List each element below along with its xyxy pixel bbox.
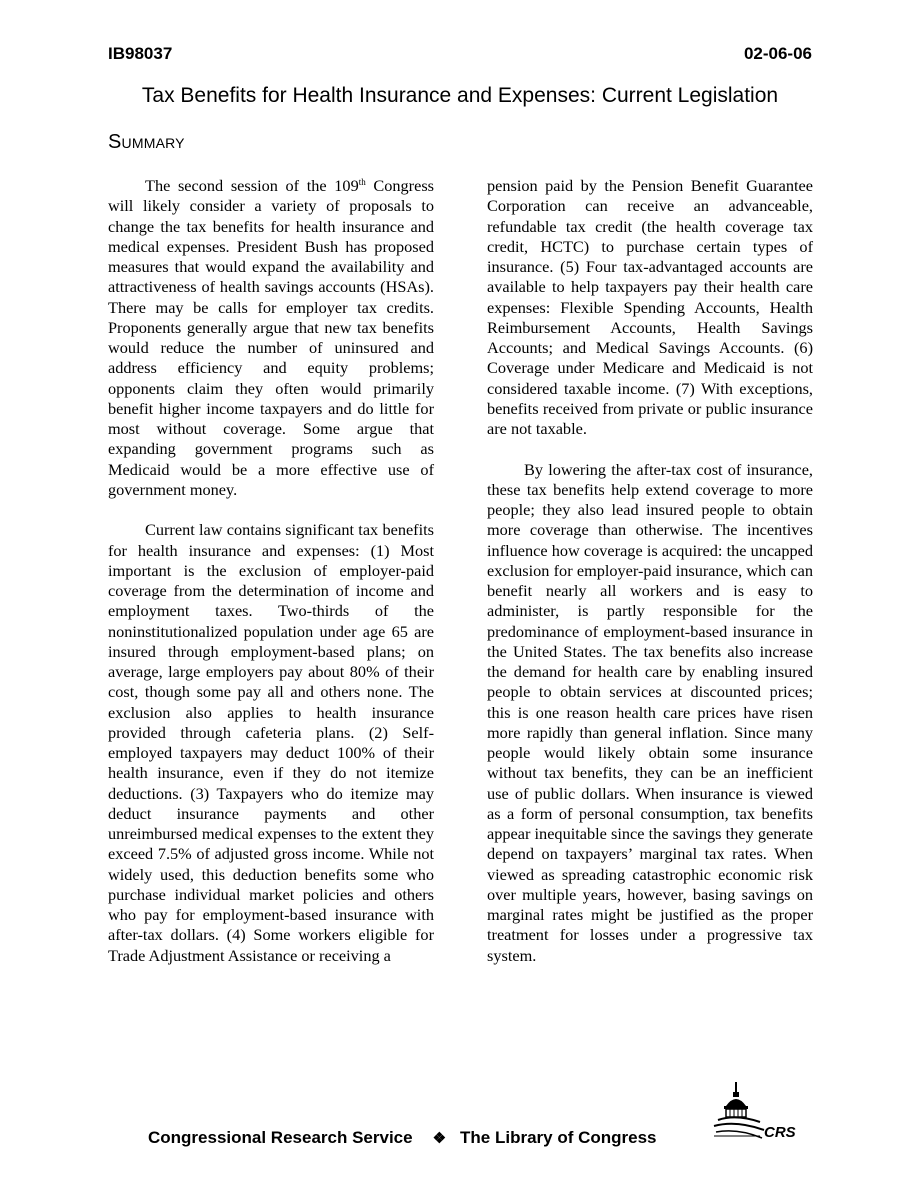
footer-org: Congressional Research Service xyxy=(148,1128,413,1147)
page-title: Tax Benefits for Health Insurance and Expenses: Current Legislation xyxy=(141,84,779,107)
footer-separator: ❖ xyxy=(432,1130,447,1147)
right-column xyxy=(487,176,813,986)
document-date: 02-06-06 xyxy=(743,44,812,63)
left-column xyxy=(108,176,434,986)
crs-logo-text: CRS xyxy=(764,1124,796,1141)
section-heading: Summary xyxy=(108,131,185,153)
intro-text-rest: Congress will likely consider a variety of proposals to change the tax benefits for health insurance and medical expenses. President Bush has proposed measures that would expand the availability and attractiveness of health savings accounts (HSAs). There may be calls for employer tax credits. Proponents generally argue that new tax benefits would reduce the number of uninsured and address efficiency and equity problems; opponents claim they often would primarily benefit higher income taxpayers and do little for most without coverage. Some argue that expanding government programs such as Medicaid would be a more effective use of government money. xyxy=(108,176,434,499)
footer-library: The Library of Congress xyxy=(460,1128,657,1147)
paragraph-effects: By lowering the after-tax cost of insurance, these tax benefits help extend coverage to more people; they also lead insured people to obtain more coverage than otherwise. The incentives influence how coverage is acquired: the uncapped exclusion for employer-paid insurance, which can benefit nearly all workers and is easy to administer, is partly responsible for the predominance of employment-based insurance in the United States. The tax benefits also increase the demand for health care by enabling insured people to obtain services at discounted prices; this is one reason health care prices have risen more rapidly than general inflation. Since many people would likely obtain some insurance without tax benefits, they can be an inefficient use of public dollars. When insurance is viewed as a form of personal consumption, tax benefits appear inequitable since the savings they generate depend on taxpayers’ marginal tax rates. When viewed as spreading catastrophic economic risk over multiple years, however, basing savings on marginal rates might be justified as the proper treatment for losses under a progressive tax system. xyxy=(487,459,813,965)
document-id: IB98037 xyxy=(108,44,173,63)
paragraph-current-law-continued: pension paid by the Pension Benefit Guarantee Corporation can receive an advanceable, refundable tax credit (the health coverage tax credit, HCTC) to purchase certain types of insurance. (5) Four tax-advantaged accounts are available to help taxpayers pay their health care expenses: Flexible Spending Accounts, Health Reimbursement Accounts, Health Savings Accounts; and Medical Savings Accounts. (6) Coverage under Medicare and Medicaid is not considered taxable income. (7) With exceptions, benefits received from private or public insurance are not taxable. xyxy=(487,176,813,438)
intro-text-start: The second session of the 109 xyxy=(145,176,359,195)
paragraph-current-law: Current law contains significant tax benefits for health insurance and expenses: (1) Most important is the exclusion of employer-paid coverage from the determination of income and employment taxes. Two-thirds of the noninstitutionalized population under age 65 are insured through employment-based plans; on average, large employers pay about 80% of their cost, though some pay all and others none. The exclusion also applies to health insurance provided through cafeteria plans. (2) Self-employed taxpayers may deduct 100% of their health insurance, even if they do not itemize deductions. (3) Taxpayers who do itemize may deduct insurance payments and other unreimbursed medical expenses to the extent they exceed 7.5% of adjusted gross income. While not widely used, this deduction benefits some who purchase individual market policies and others who pay for employment-based insurance with after-tax dollars. (4) Some workers eligible for Trade Adjustment Assistance or receiving a xyxy=(108,520,434,965)
ordinal-superscript: th xyxy=(358,177,366,187)
paragraph-intro xyxy=(108,176,434,500)
footer xyxy=(148,1128,657,1148)
capitol-dome-logo-icon xyxy=(712,1080,812,1150)
